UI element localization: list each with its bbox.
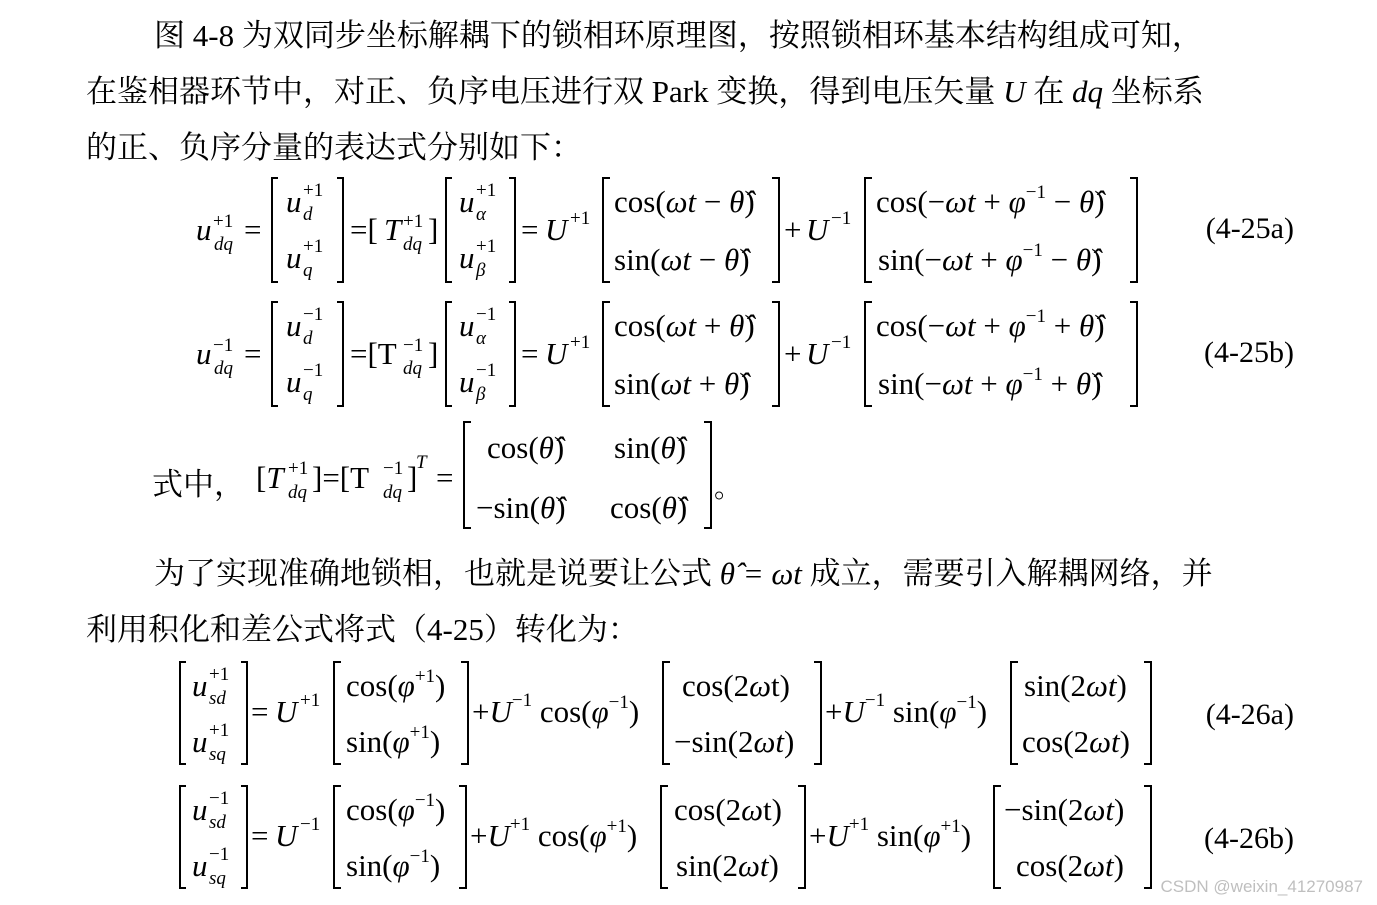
- svg-text:+U−1 cos(φ−1): $+U^{-1}$ $\cos(\varphi^{-1})$: [472, 690, 640, 729]
- svg-text:cos(−ωt + φ−1 − θ̂): $\cos(-\omega t + \varphi^{-1}$ − θ̂): [876, 182, 1105, 219]
- svg-text:cos(φ−1): $\cos(\varphi^{-1})$: [346, 790, 446, 827]
- svg-text:dq: dq: [288, 482, 307, 503]
- svg-text:+1: +1: [303, 180, 324, 201]
- transform-matrix-definition: [0, 416, 1377, 536]
- equation-4-26a: [0, 656, 1377, 772]
- svg-text:sin(φ+1): $\sin(\varphi^{+1})$: [346, 722, 441, 759]
- svg-text:=: =: [244, 336, 262, 371]
- svg-text:U: U: [275, 818, 298, 853]
- svg-text:−1: −1: [476, 360, 497, 381]
- svg-text:=[: =[: [350, 212, 378, 247]
- svg-text:+U+1 sin(φ+1): $+U^{+1}$ $\sin(\varphi^{+1})$: [809, 814, 972, 853]
- svg-text:−1: −1: [209, 788, 230, 809]
- svg-text:U: U: [545, 336, 568, 371]
- svg-text:+: +: [784, 212, 802, 247]
- svg-text:sq: sq: [209, 868, 226, 889]
- svg-text:sin(−ωt + φ−1 − θ̂): $\sin(-\omega t + \varphi^{-1}$ − θ̂): [878, 240, 1102, 277]
- svg-text:U: U: [545, 212, 568, 247]
- svg-text:=[T: =[T: [350, 336, 397, 371]
- svg-text:sd: sd: [209, 688, 226, 709]
- dq-frame-symbol: dq: [1071, 74, 1103, 109]
- svg-text:+U−1 sin(φ−1): $+U^{-1}$ $\sin(\varphi^{-1})$: [825, 690, 988, 729]
- paragraph-2-line-2: 利用积化和差公式将式（4-25）转化为：: [86, 612, 639, 647]
- svg-text:=: =: [436, 460, 454, 495]
- paragraph-1-line-2: [86, 64, 1296, 120]
- paragraph-1-line-1: 图 4-8 为双同步坐标解耦下的锁相环原理图，按照锁相环基本结构组成可知，: [154, 18, 1203, 53]
- svg-text:u: u: [192, 724, 208, 759]
- svg-text:dq: dq: [214, 234, 233, 255]
- equation-4-25a: [0, 172, 1377, 290]
- svg-text:+1: +1: [303, 236, 324, 257]
- svg-text:dq: dq: [383, 482, 402, 503]
- svg-text:sin(2ωt): sin(2ωt): [676, 848, 779, 883]
- paragraph-2: [86, 546, 1296, 658]
- paragraph-1: [86, 8, 1296, 176]
- svg-text:]: ]: [428, 212, 439, 247]
- svg-text:=: =: [251, 818, 269, 853]
- svg-text:dq: dq: [403, 358, 422, 379]
- watermark: CSDN @weixin_41270987: [1160, 877, 1363, 896]
- paragraph-1-line-3: 的正、负序分量的表达式分别如下：: [86, 130, 582, 165]
- svg-text:−1: −1: [831, 332, 852, 353]
- svg-text:u: u: [192, 848, 208, 883]
- equation-number-4-25b: (4-25b): [1204, 336, 1294, 369]
- svg-text:α: α: [476, 204, 486, 225]
- svg-text:u: u: [286, 184, 302, 219]
- svg-text:]: ]: [428, 336, 439, 371]
- svg-text:+1: +1: [570, 208, 591, 229]
- svg-text:u: u: [286, 364, 302, 399]
- svg-text:u: u: [459, 184, 475, 219]
- svg-text:−1: −1: [476, 304, 497, 325]
- svg-text:]=[T: ]=[T: [312, 460, 370, 495]
- svg-text:u: u: [192, 792, 208, 827]
- equation-number-4-25a: (4-25a): [1205, 212, 1294, 245]
- svg-text:d: d: [303, 204, 313, 225]
- equation-4-25b: [0, 296, 1377, 414]
- svg-text:−1: −1: [209, 844, 230, 865]
- svg-text:sin(ωt − θ̂): sin(ωt − θ̂): [614, 242, 750, 277]
- svg-text:u: u: [196, 336, 212, 371]
- svg-text:U: U: [806, 212, 829, 247]
- svg-text:+: +: [784, 336, 802, 371]
- svg-text:cos(ωt + θ̂): cos(ωt + θ̂): [614, 308, 755, 343]
- svg-text:u: u: [459, 364, 475, 399]
- svg-text:d: d: [303, 328, 313, 349]
- svg-text:sd: sd: [209, 812, 226, 833]
- svg-text:=: =: [521, 212, 539, 247]
- svg-text:sin(ωt + θ̂): sin(ωt + θ̂): [614, 366, 750, 401]
- paragraph-2-line-1-a: 为了实现准确地锁相，也就是说要让公式: [154, 556, 720, 591]
- svg-text:cos(2ωt): cos(2ωt): [1022, 724, 1130, 759]
- svg-text:T: T: [416, 452, 427, 473]
- svg-text:−1: −1: [300, 814, 321, 835]
- svg-text:dq: dq: [403, 234, 422, 255]
- svg-text:−sin(θ̂): −sin(θ̂): [476, 490, 566, 525]
- lock-condition-formula: θ̂ = ωt: [719, 556, 802, 591]
- svg-text:cos(θ̂): cos(θ̂): [487, 430, 565, 465]
- paragraph-1-line-2-a: 在鉴相器环节中，对正、负序电压进行双 Park 变换，得到电压矢量: [86, 74, 1004, 109]
- svg-text:u: u: [286, 240, 302, 275]
- svg-text:[T: [T: [256, 460, 284, 495]
- svg-text:sq: sq: [209, 744, 226, 765]
- equation-number-4-26b: (4-26b): [1204, 822, 1294, 855]
- svg-text:cos(φ+1): $\cos(\varphi^{+1})$: [346, 666, 446, 703]
- svg-text:+1: +1: [288, 458, 309, 479]
- svg-text:cos(ωt − θ̂): cos(ωt − θ̂): [614, 184, 755, 219]
- where-suffix: 。: [714, 473, 743, 504]
- svg-text:U: U: [806, 336, 829, 371]
- svg-text:−1: −1: [303, 304, 324, 325]
- svg-text:+1: +1: [570, 332, 591, 353]
- svg-text:=: =: [521, 336, 539, 371]
- svg-text:cos(2ωt): cos(2ωt): [682, 668, 790, 703]
- svg-text:−sin(2ωt): −sin(2ωt): [674, 724, 795, 759]
- svg-text:+U+1 cos(φ+1): $+U^{+1}$ $\cos(\varphi^{+1})$: [470, 814, 638, 853]
- svg-text:+1: +1: [213, 211, 234, 232]
- equation-number-4-26a: (4-26a): [1205, 698, 1294, 731]
- svg-text:dq: dq: [214, 358, 233, 379]
- svg-text:U: U: [275, 694, 298, 729]
- svg-text:+1: +1: [209, 720, 230, 741]
- svg-text:T: T: [384, 212, 402, 247]
- svg-text:cos(−ωt + φ−1 + θ̂): $\cos(-\omega t + \varphi^{-1}$ + θ̂): [876, 306, 1105, 343]
- svg-text:q: q: [303, 384, 313, 405]
- svg-text:sin(θ̂): sin(θ̂): [614, 430, 687, 465]
- svg-text:+1: +1: [209, 664, 230, 685]
- svg-text:cos(2ωt): cos(2ωt): [674, 792, 782, 827]
- svg-text:α: α: [476, 328, 486, 349]
- svg-text:−1: −1: [213, 335, 234, 356]
- svg-text:β: β: [476, 384, 486, 405]
- svg-text:=: =: [244, 212, 262, 247]
- svg-text:u: u: [459, 240, 475, 275]
- svg-text:−1: −1: [831, 208, 852, 229]
- svg-text:sin(2ωt): sin(2ωt): [1024, 668, 1127, 703]
- svg-text:u: u: [459, 308, 475, 343]
- where-prefix: 式中，: [152, 467, 245, 502]
- svg-text:−1: −1: [403, 335, 424, 356]
- svg-text:−1: −1: [303, 360, 324, 381]
- svg-text:cos(θ̂): cos(θ̂): [610, 490, 688, 525]
- svg-text:=: =: [251, 694, 269, 729]
- paragraph-2-line-1: [86, 546, 1296, 602]
- svg-text:u: u: [286, 308, 302, 343]
- svg-text:+1: +1: [403, 211, 424, 232]
- svg-text:−sin(2ωt): −sin(2ωt): [1004, 792, 1125, 827]
- svg-text:−1: −1: [383, 458, 404, 479]
- svg-text:+1: +1: [476, 180, 497, 201]
- svg-text:sin(φ−1): $\sin(\varphi^{-1})$: [346, 846, 441, 883]
- paragraph-1-line-2-c: 坐标系: [1102, 74, 1204, 109]
- svg-text:u: u: [192, 668, 208, 703]
- voltage-vector-symbol: U: [1003, 74, 1026, 109]
- paragraph-1-line-2-b: 在: [1025, 74, 1072, 109]
- svg-text:u: u: [196, 212, 212, 247]
- paragraph-2-line-1-b: 成立，需要引入解耦网络，并: [801, 556, 1213, 591]
- svg-text:q: q: [303, 260, 313, 281]
- svg-text:cos(2ωt): cos(2ωt): [1016, 848, 1124, 883]
- svg-text:+1: +1: [300, 690, 321, 711]
- svg-text:sin(−ωt + φ−1 + θ̂): $\sin(-\omega t + \varphi^{-1}$ + θ̂): [878, 364, 1102, 401]
- svg-text:]: ]: [407, 460, 418, 495]
- svg-text:+1: +1: [476, 236, 497, 257]
- svg-text:β: β: [476, 260, 486, 281]
